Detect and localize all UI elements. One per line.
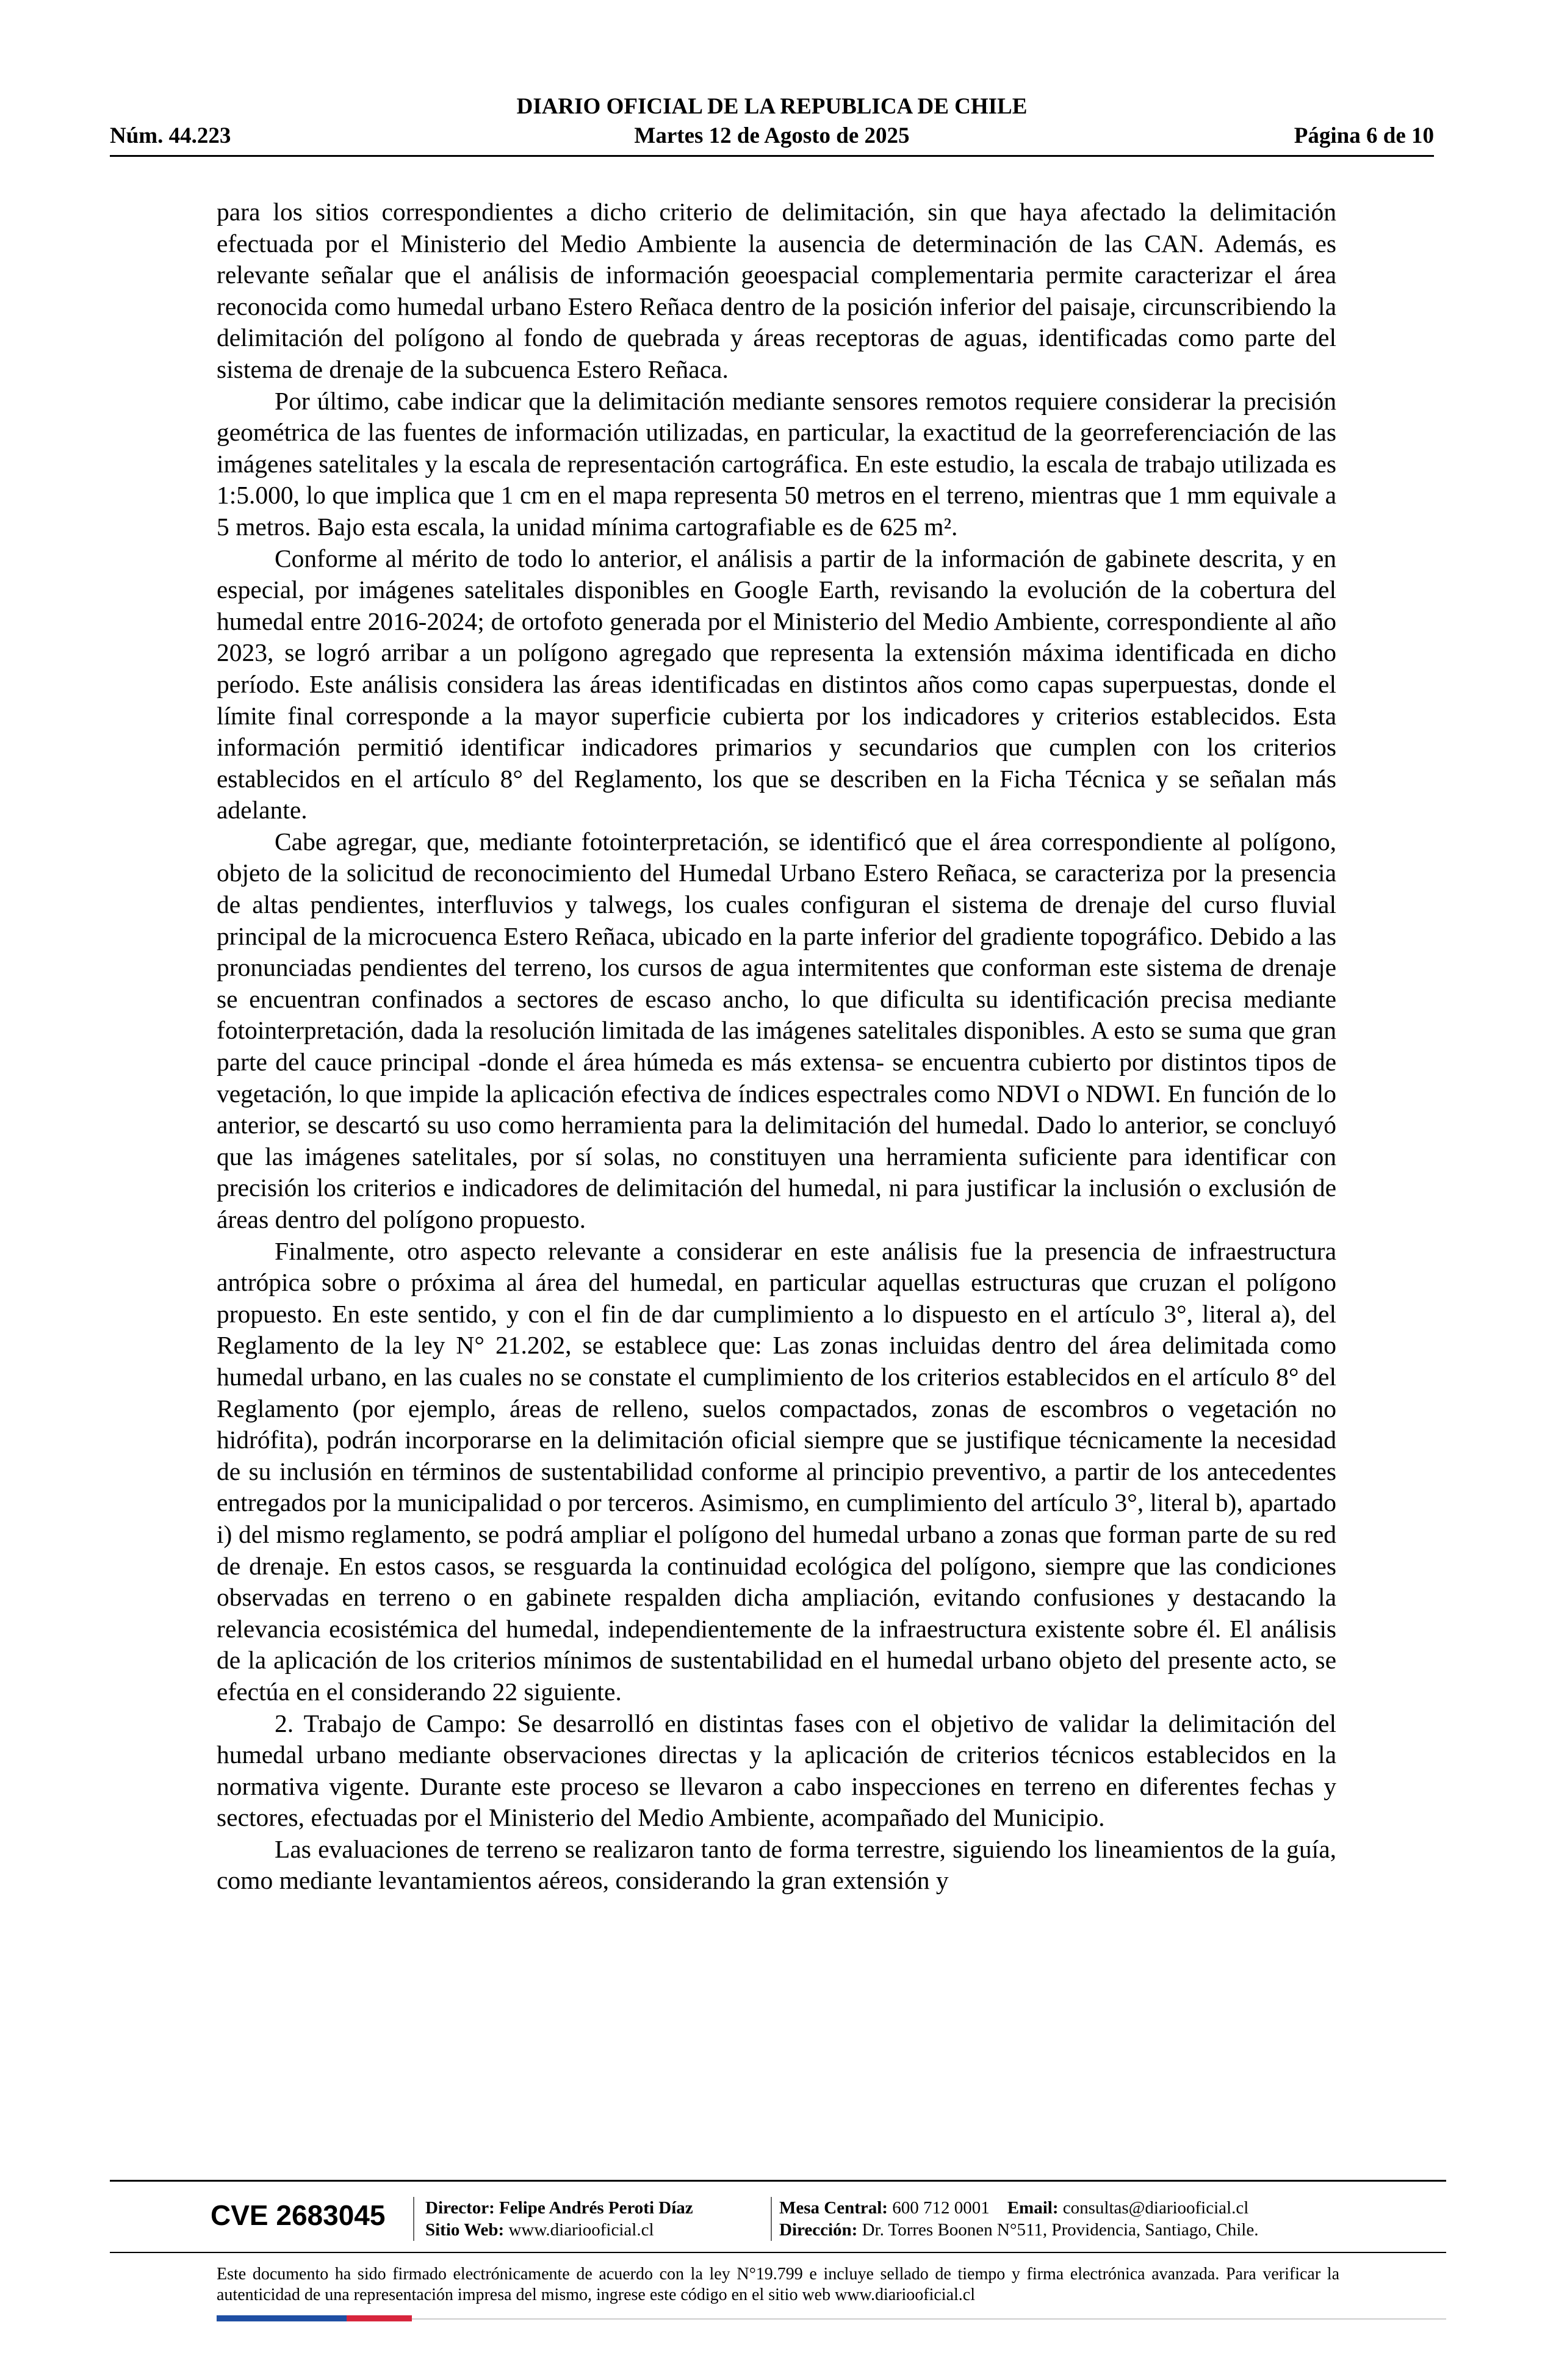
- flag-segment-red: [347, 2315, 412, 2321]
- issue-date: Martes 12 de Agosto de 2025: [634, 123, 910, 148]
- flag-segment-blue: [282, 2315, 347, 2321]
- flag-segment-blue: [217, 2315, 282, 2321]
- paragraph: Cabe agregar, que, mediante fotointerpretación, se identificó que el área correspondiente al polígono, objeto de la solicitud de reconocimiento del Humedal Urbano Estero Reñaca, se caracteriza por la presencia de altas pendientes, interfluvios y talwegs, los cuales configuran el sistema de drenaje del curso fluvial principal de la microcuenca Estero Reñaca, ubicado en la parte inferior del gradiente topográfico. Debido a las pronunciadas pendientes del terreno, los cursos de agua intermitentes que conforman este sistema de drenaje se encuentran confinados a sectores de escaso ancho, lo que dificulta su identificación precisa mediante fotointerpretación, dada la resolución limitada de las imágenes satelitales disponibles. A esto se suma que gran parte del cauce principal -donde el área húmeda es más extensa- se encuentra cubierto por distintos tipos de vegetación, lo que impide la aplicación efectiva de índices espectrales como NDVI o NDWI. En función de lo anterior, se descartó su uso como herramienta para la delimitación del humedal. Dado lo anterior, se concluyó que las imágenes satelitales, por sí solas, no constituyen una herramienta suficiente para identificar con precisión los criterios e indicadores de delimitación del humedal, ni para justificar la inclusión o exclusión de áreas dentro del polígono propuesto.: [217, 827, 1336, 1233]
- page-footer: [110, 2180, 1446, 2332]
- flag-color-bar: [217, 2315, 412, 2321]
- paragraph: Finalmente, otro aspecto relevante a considerar en este análisis fue la presencia de infraestructura antrópica sobre o próxima al área del humedal, en particular aquellas estructuras que cruzan el polígono propuesto. En este sentido, y con el fin de dar cumplimiento a lo dispuesto en el artículo 3°, literal a), del Reglamento de la ley N° 21.202, se establece que: Las zonas incluidas dentro del área delimitada como humedal urbano, en las cuales no se constate el cumplimiento de los criterios establecidos en el artículo 8° del Reglamento (por ejemplo, áreas de relleno, suelos compactados, zonas de escombros o vegetación no hidrófita), podrán incorporarse en la delimitación oficial siempre que se justifique técnicamente la necesidad de su inclusión en términos de sustentabilidad conforme al principio preventivo, a partir de los antecedentes entregados por la municipalidad o por terceros. Asimismo, en cumplimiento del artículo 3°, literal b), apartado i) del mismo reglamento, se podrá ampliar el polígono del humedal urbano a zonas que forman parte de su red de drenaje. En estos casos, se resguarda la continuidad ecológica del polígono, siempre que las condiciones observadas en terreno o en gabinete respalden dicha ampliación, evitando confusiones y destacando la relevancia ecosistémica del humedal, independientemente de la infraestructura existente sobre él. El análisis de la aplicación de los criterios mínimos de sustentabilidad en el humedal urbano objeto del presente acto, se efectúa en el considerando 22 siguiente.: [217, 1236, 1336, 1706]
- footer-divider: [110, 2180, 1446, 2182]
- mesa-phone: 600 712 0001: [892, 2198, 990, 2218]
- cve-code: CVE 2683045: [211, 2199, 386, 2231]
- website-link[interactable]: www.diariooficial.cl: [508, 2220, 654, 2240]
- issue-number: Núm. 44.223: [110, 123, 231, 148]
- newspaper-title: DIARIO OFICIAL DE LA REPUBLICA DE CHILE: [516, 94, 1028, 119]
- paragraph: para los sitios correspondientes a dicho criterio de delimitación, sin que haya afectado la delimitación efectuada por el Ministerio del Medio Ambiente la ausencia de determinación de las CAN. Además, es relevante señalar que el análisis de información geoespacial complementaria permite caracterizar el área reconocida como humedal urbano Estero Reñaca dentro de la posición inferior del paisaje, circunscribiendo la delimitación del polígono al fondo de quebrada y áreas receptoras de aguas, identificadas como parte del sistema de drenaje de la subcuenca Estero Reñaca.: [217, 198, 1336, 383]
- director-label: Director:: [425, 2198, 495, 2218]
- address-value: Dr. Torres Boonen N°511, Providencia, Santiago, Chile.: [862, 2220, 1259, 2240]
- address-label: Dirección:: [779, 2220, 858, 2240]
- email-label: Email:: [1007, 2198, 1059, 2218]
- document-body: [217, 197, 1336, 1897]
- director-name: Felipe Andrés Peroti Díaz: [499, 2198, 693, 2218]
- mesa-label: Mesa Central:: [779, 2198, 888, 2218]
- contact-info: [779, 2197, 1258, 2241]
- director-info: [425, 2197, 693, 2241]
- paragraph: Las evaluaciones de terreno se realizaron tanto de forma terrestre, siguiendo los lineamientos de la guía, como mediante levantamientos aéreos, considerando la gran extensión y: [217, 1834, 1336, 1895]
- paragraph: Conforme al mérito de todo lo anterior, el análisis a partir de la información de gabinete descrita, y en especial, por imágenes satelitales disponibles en Google Earth, revisando la evolución de la cobertura del humedal entre 2016-2024; de ortofoto generada por el Ministerio del Medio Ambiente, correspondiente al año 2023, se logró arribar a un polígono agregado que representa la extensión máxima identificada en dicho período. Este análisis considera las áreas identificadas en distintos años como capas superpuestas, donde el límite final corresponde a la mayor superficie cubierta por los indicadores y criterios establecidos. Esta información permitió identificar indicadores primarios y secundarios que cumplen con los criterios establecidos en el artículo 8° del Reglamento, los que se describen en la Ficha Técnica y se señalan más adelante.: [217, 544, 1336, 824]
- paragraph: Por último, cabe indicar que la delimitación mediante sensores remotos requiere considerar la precisión geométrica de las fuentes de información utilizadas, en particular, la exactitud de la georreferenciación de las imágenes satelitales y la escala de representación cartográfica. En este estudio, la escala de trabajo utilizada es 1:5.000, lo que implica que 1 cm en el mapa representa 50 metros en el terreno, mientras que 1 mm equivale a 5 metros. Bajo esta escala, la unidad mínima cartografiable es de 625 m².: [217, 386, 1336, 541]
- footer-thin-rule: [412, 2318, 1446, 2320]
- email-link[interactable]: consultas@diariooficial.cl: [1062, 2198, 1249, 2218]
- page-header: [110, 93, 1434, 160]
- legal-notice: Este documento ha sido firmado electrónicamente de acuerdo con la ley N°19.799 e incluye sellado de tiempo y firma electrónica avanzada. Para verificar la autenticidad de una representación impresa del mismo, ingrese este código en el sitio web www.diariooficial.cl: [217, 2265, 1339, 2304]
- footer-separator: [771, 2197, 772, 2241]
- footer-divider: [110, 2252, 1446, 2253]
- page-indicator: Página 6 de 10: [1294, 123, 1434, 148]
- paragraph: 2. Trabajo de Campo: Se desarrolló en distintas fases con el objetivo de validar la delimitación del humedal urbano mediante observaciones directas y la aplicación de criterios técnicos establecidos en la normativa vigente. Durante este proceso se llevaron a cabo inspecciones en terreno en diferentes fechas y sectores, efectuadas por el Ministerio del Medio Ambiente, acompañado del Municipio.: [217, 1709, 1336, 1832]
- header-divider: [110, 155, 1434, 157]
- website-label: Sitio Web:: [425, 2220, 505, 2240]
- footer-separator: [413, 2197, 414, 2241]
